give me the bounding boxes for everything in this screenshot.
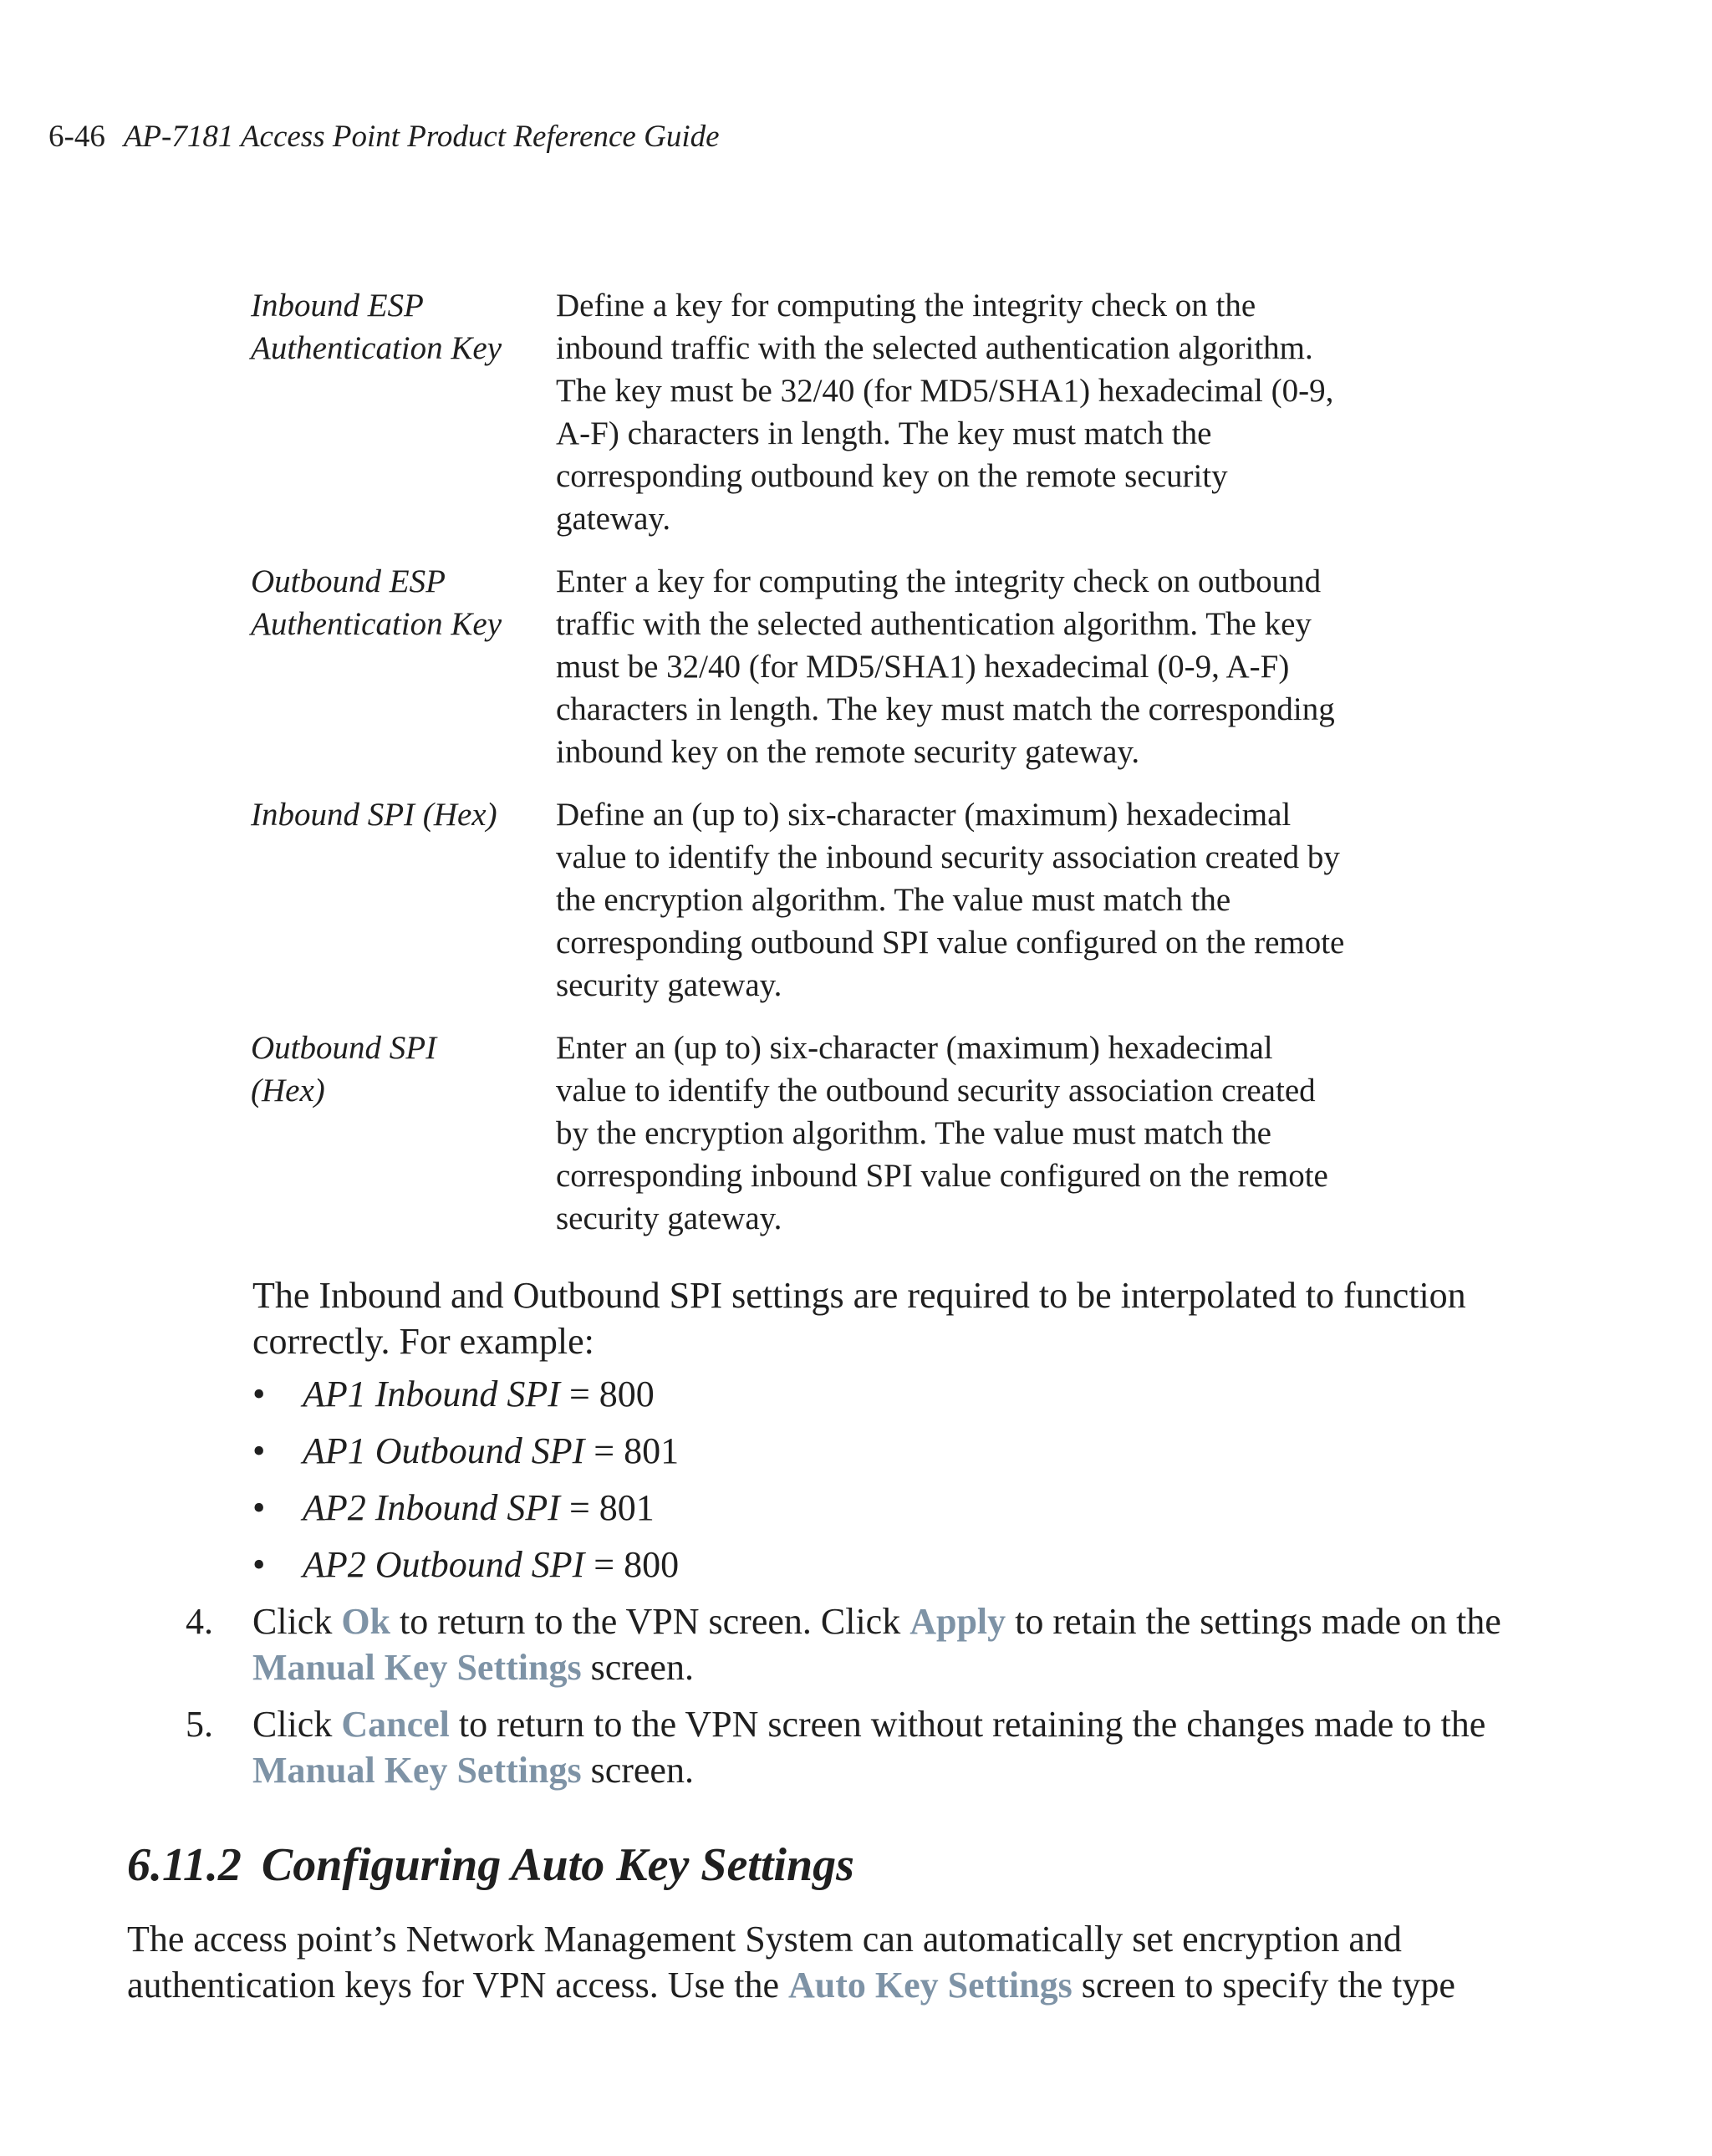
paragraph-line: The Inbound and Outbound SPI settings are required to be interpolated to function: [252, 1275, 1466, 1316]
term-line: Outbound SPI: [251, 1030, 437, 1066]
text-run: Click: [252, 1601, 342, 1642]
text-run: screen to specify the type: [1072, 1965, 1455, 2006]
spi-value: = 800: [559, 1374, 655, 1414]
text-run: to retain the settings made on the: [1006, 1601, 1501, 1642]
description-line: corresponding outbound key on the remote security: [556, 458, 1228, 494]
auto-key-intro-paragraph: [127, 1916, 1548, 2008]
description-line: inbound key on the remote security gateway.: [556, 734, 1140, 770]
description-line: The key must be 32/40 (for MD5/SHA1) hexadecimal (0-9,: [556, 373, 1334, 409]
term-line: Outbound ESP: [251, 563, 446, 599]
description-line: traffic with the selected authentication algorithm. The key: [556, 606, 1312, 642]
term-line: Inbound SPI (Hex): [251, 797, 497, 833]
description-line: by the encryption algorithm. The value must match the: [556, 1115, 1271, 1151]
description-line: gateway.: [556, 501, 671, 537]
description-line: security gateway.: [556, 967, 782, 1003]
step-5: [186, 1701, 1573, 1793]
list-item: [252, 1485, 679, 1542]
step-4: [186, 1598, 1573, 1690]
list-item: [252, 1428, 679, 1485]
description-line: A-F) characters in length. The key must match the: [556, 415, 1212, 451]
spi-value: = 800: [584, 1544, 680, 1585]
definition-description: [556, 793, 1400, 1007]
spi-value: = 801: [559, 1487, 655, 1528]
list-item: [252, 1371, 679, 1428]
definition-term: [251, 1027, 556, 1240]
text-run: The access point’s Network Management System can automatically set encryption and authentication keys for VPN access. Use the: [127, 1919, 1402, 2006]
text-run: to return to the VPN screen without retaining the changes made to the: [449, 1704, 1486, 1745]
description-line: characters in length. The key must match the corresponding: [556, 691, 1335, 727]
term-line: Authentication Key: [251, 606, 502, 642]
step-text: [252, 1598, 1573, 1690]
definition-row-inbound-esp-auth-key: [251, 284, 1421, 540]
manual-key-settings-reference: Manual Key Settings: [252, 1647, 582, 1688]
step-number: 4.: [186, 1601, 213, 1642]
spi-example-list: [252, 1371, 679, 1598]
step-number: 5.: [186, 1704, 213, 1745]
definition-term: [251, 284, 556, 540]
page-number: 6-46: [48, 120, 105, 154]
paragraph-line: correctly. For example:: [252, 1321, 594, 1362]
bullet-icon: •: [252, 1374, 266, 1414]
text-run: screen.: [581, 1647, 694, 1688]
page-header: [48, 117, 720, 157]
ok-button-reference: Ok: [341, 1601, 391, 1642]
definition-term: [251, 560, 556, 773]
section-number: 6.11.2: [127, 1839, 242, 1891]
definition-description: [556, 560, 1400, 773]
description-line: Enter a key for computing the integrity check on outbound: [556, 563, 1322, 599]
description-line: inbound traffic with the selected authentication algorithm.: [556, 330, 1313, 366]
description-line: Define an (up to) six-character (maximum) hexadecimal: [556, 797, 1292, 833]
text-run: Click: [252, 1704, 342, 1745]
definition-term: [251, 793, 556, 1007]
guide-title: AP-7181 Access Point Product Reference Guide: [123, 120, 720, 154]
description-line: value to identify the outbound security association created: [556, 1073, 1316, 1109]
term-line: Authentication Key: [251, 330, 502, 366]
definition-row-outbound-esp-auth-key: [251, 560, 1421, 773]
spi-label: AP1 Outbound SPI: [303, 1430, 585, 1471]
spi-label: AP2 Inbound SPI: [303, 1487, 560, 1528]
description-line: Enter an (up to) six-character (maximum) hexadecimal: [556, 1030, 1273, 1066]
bullet-icon: •: [252, 1487, 266, 1528]
definition-description: [556, 284, 1400, 540]
term-line: Inbound ESP: [251, 288, 424, 324]
spi-interpolation-note: [252, 1272, 1557, 1364]
spi-value: = 801: [584, 1430, 680, 1471]
description-line: corresponding inbound SPI value configured on the remote: [556, 1158, 1328, 1194]
manual-key-settings-reference: Manual Key Settings: [252, 1750, 582, 1791]
definition-description: [556, 1027, 1400, 1240]
term-line: (Hex): [251, 1073, 325, 1109]
text-run: to return to the VPN screen. Click: [390, 1601, 910, 1642]
text-run: screen.: [581, 1750, 694, 1791]
list-item: [252, 1542, 679, 1598]
definition-row-outbound-spi: [251, 1027, 1421, 1240]
spi-label: AP1 Inbound SPI: [303, 1374, 560, 1414]
definition-row-inbound-spi: [251, 793, 1421, 1007]
spi-label: AP2 Outbound SPI: [303, 1544, 585, 1585]
bullet-icon: •: [252, 1430, 266, 1471]
description-line: security gateway.: [556, 1200, 782, 1236]
section-heading: [127, 1837, 854, 1893]
cancel-button-reference: Cancel: [341, 1704, 450, 1745]
description-line: Define a key for computing the integrity check on the: [556, 288, 1256, 324]
section-title: Configuring Auto Key Settings: [261, 1839, 854, 1891]
apply-button-reference: Apply: [910, 1601, 1006, 1642]
settings-definition-table: [251, 284, 1421, 1260]
auto-key-settings-reference: Auto Key Settings: [787, 1965, 1073, 2006]
bullet-icon: •: [252, 1544, 266, 1585]
procedure-steps: [186, 1598, 1573, 1804]
step-text: [252, 1701, 1573, 1793]
description-line: must be 32/40 (for MD5/SHA1) hexadecimal (0-9, A-F): [556, 649, 1290, 685]
description-line: the encryption algorithm. The value must match the: [556, 882, 1231, 918]
description-line: corresponding outbound SPI value configured on the remote: [556, 925, 1345, 961]
description-line: value to identify the inbound security association created by: [556, 839, 1340, 875]
